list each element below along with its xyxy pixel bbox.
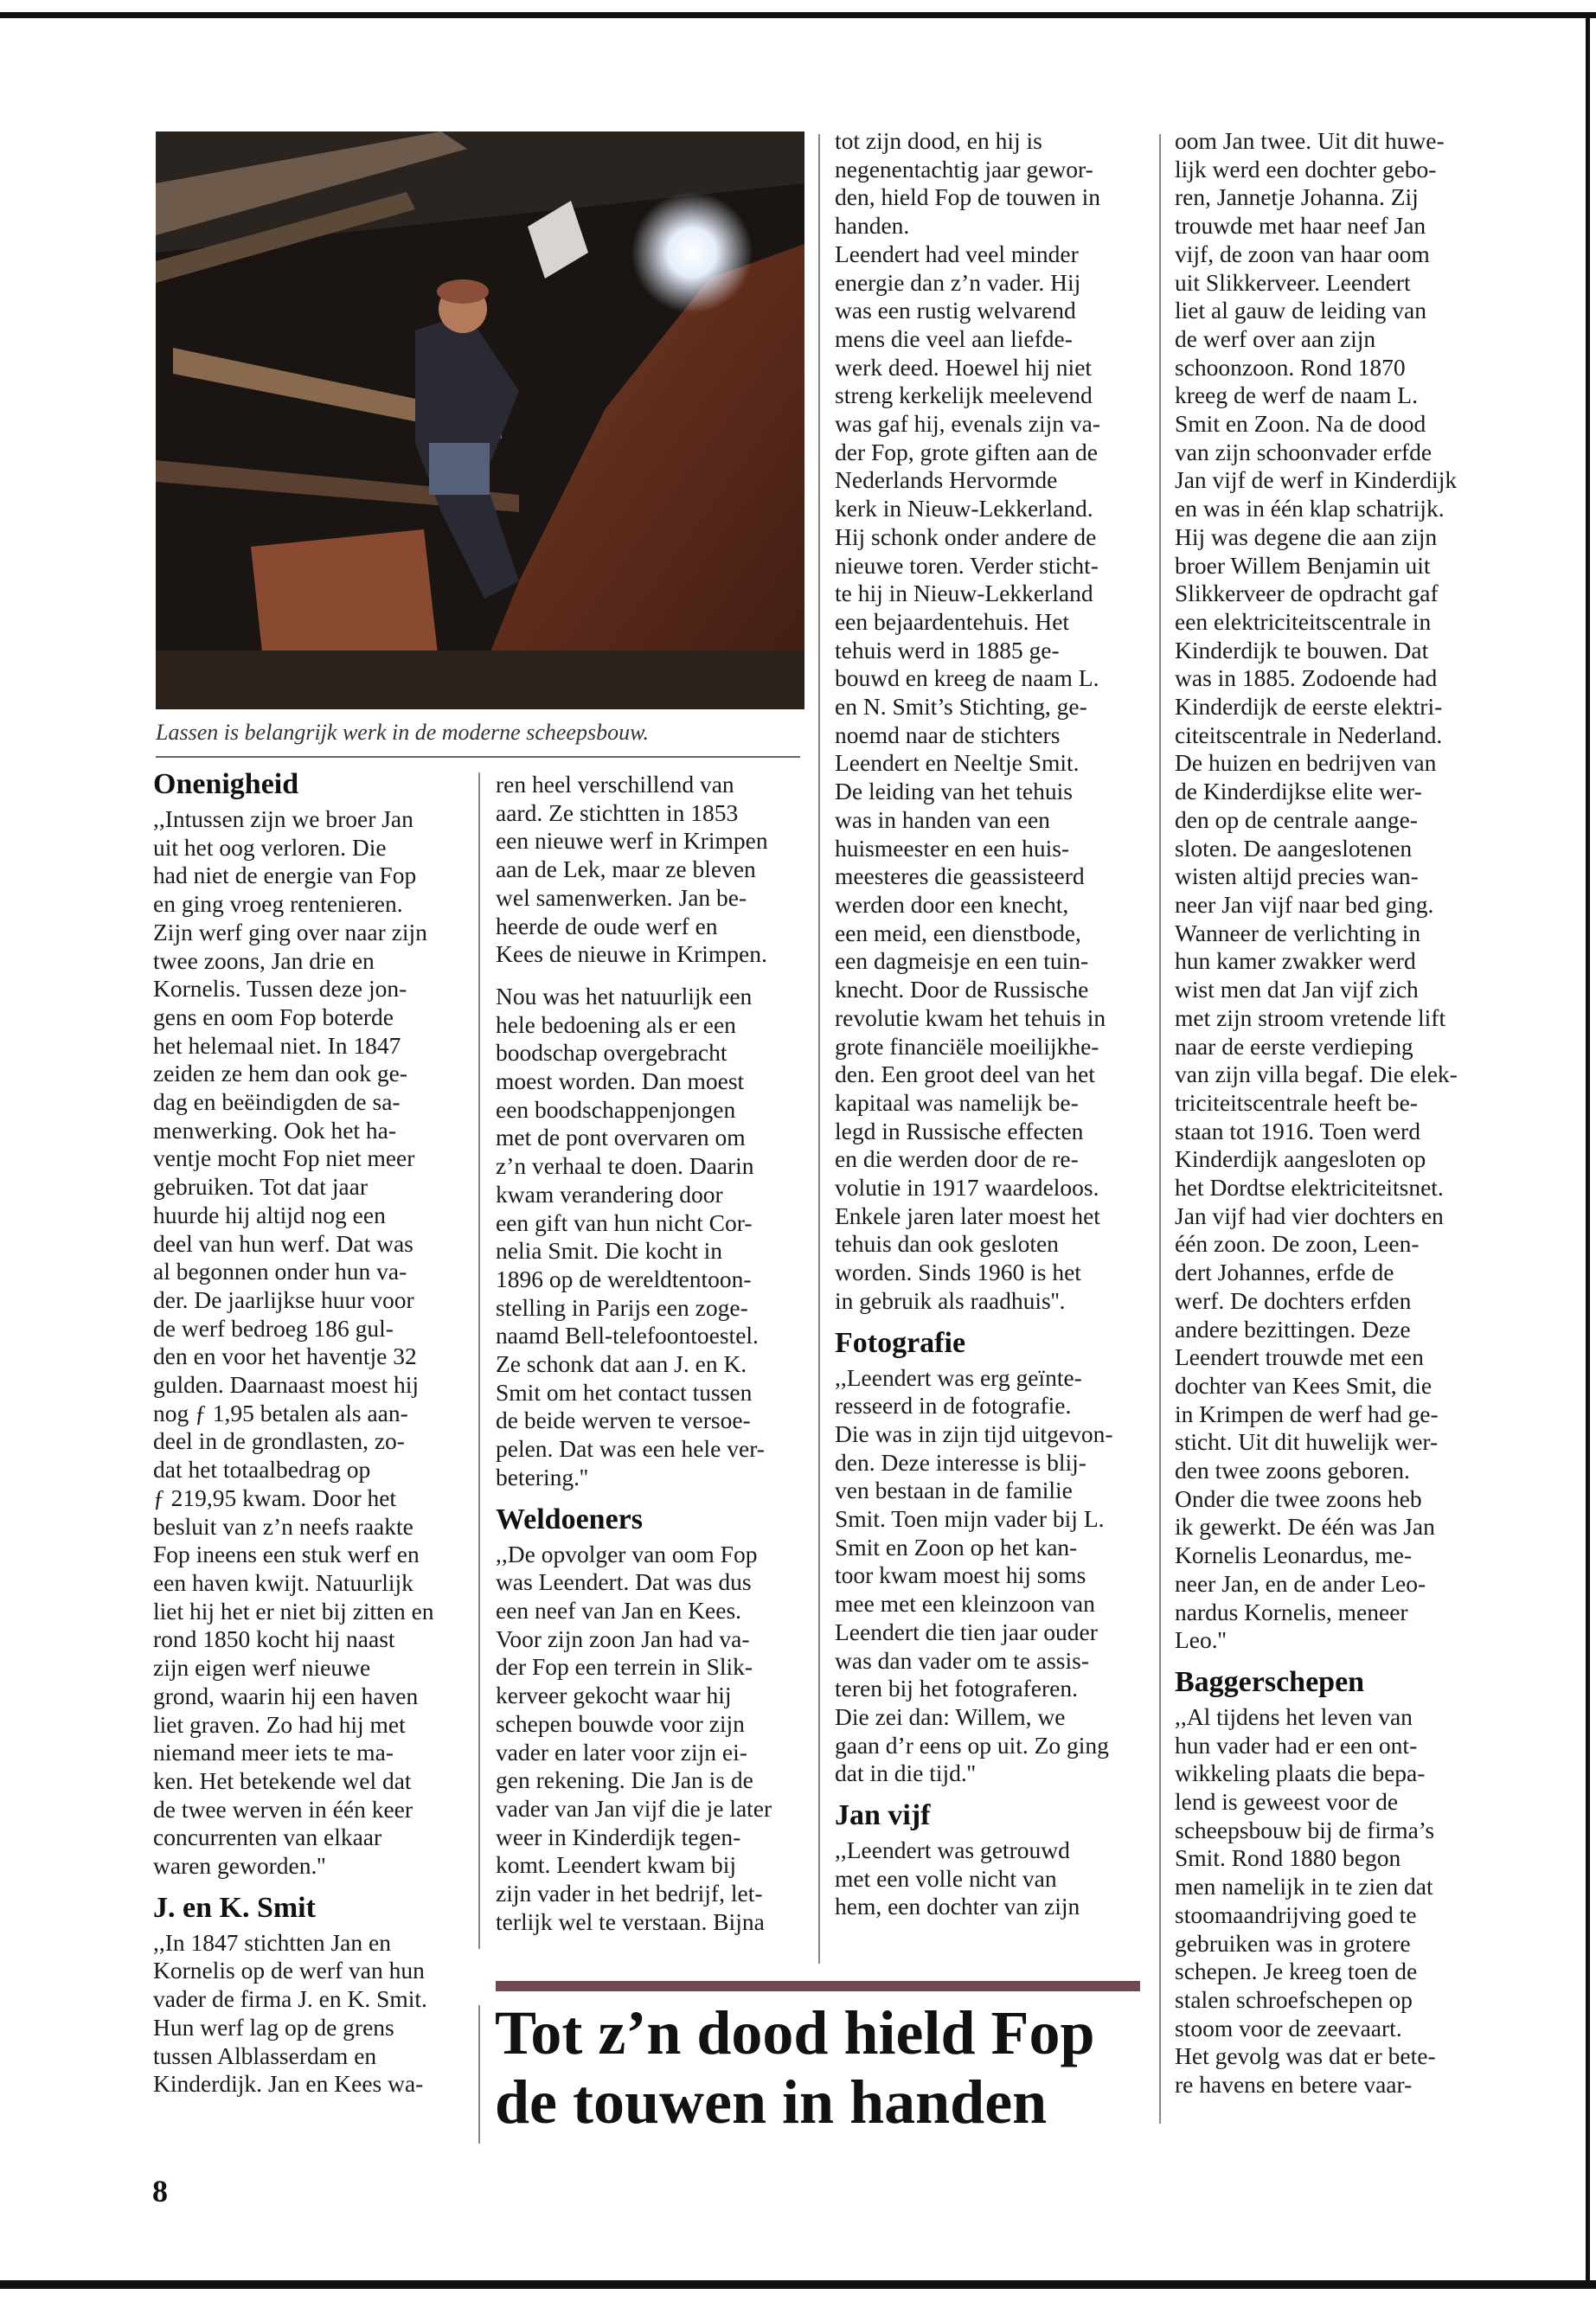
column-divider <box>818 134 820 1964</box>
text-line: nardus Kornelis, meneer <box>1175 1598 1408 1625</box>
text-line: Slikkerveer de opdracht gaf <box>1175 580 1439 607</box>
text-line: menwerking. Ook het ha- <box>153 1116 397 1144</box>
text-line: Nou was het natuurlijk een <box>496 982 753 1009</box>
text-line: en N. Smit’s Stichting, ge- <box>835 693 1087 721</box>
text-line: De leiding van het tehuis <box>835 778 1073 805</box>
caption-divider <box>156 756 800 758</box>
text-line: dochter van Kees Smit, die <box>1175 1371 1433 1399</box>
text-line: Jan vijf had vier dochters en <box>1175 1202 1444 1229</box>
text-line: wisten altijd precies wan- <box>1175 862 1419 890</box>
text-line: nog ƒ 1,95 betalen als aan- <box>153 1399 408 1426</box>
text-line: de Kinderdijkse elite wer- <box>1175 778 1422 805</box>
text-line: al begonnen onder hun va- <box>153 1258 407 1285</box>
text-line: in Krimpen de werf had ge- <box>1175 1400 1439 1427</box>
text-line: sloten. De aangeslotenen <box>1175 834 1413 862</box>
text-line: terlijk wel te verstaan. Bijna <box>496 1907 765 1935</box>
text-line: mens die veel aan liefde- <box>835 324 1073 352</box>
article-column-4 <box>1175 127 1490 2099</box>
text-line: ,,Leendert was erg geïnte- <box>835 1363 1082 1391</box>
text-line: den. Deze interesse is blij- <box>835 1448 1086 1476</box>
text-line: Hun werf lag op de grens <box>153 2013 394 2041</box>
text-line: tehuis dan ook gesloten <box>835 1230 1059 1258</box>
text-line: stelling in Parijs een zoge- <box>496 1293 748 1321</box>
text-line: mee met een kleinzoon van <box>835 1590 1095 1618</box>
text-line: het helemaal niet. In 1847 <box>153 1031 401 1059</box>
text-line: Kinderdijk aangesloten op <box>1175 1145 1426 1173</box>
text-line: met zijn stroom vretende lift <box>1175 1003 1446 1031</box>
text-line: was in handen van een <box>835 805 1050 833</box>
text-line: een boodschappenjongen <box>496 1095 736 1123</box>
text-line: dag en beëindigden de sa- <box>153 1088 401 1116</box>
text-line: kwam verandering door <box>496 1180 723 1208</box>
text-line: werden door een knecht, <box>835 890 1069 918</box>
text-line: trouwde met haar neef Jan <box>1175 212 1426 240</box>
text-line: De huizen en bedrijven van <box>1175 749 1437 777</box>
text-line: Jan vijf de werf in Kinderdijk <box>1175 466 1458 494</box>
text-line: was Leendert. Dat was dus <box>496 1568 752 1596</box>
text-line: één zoon. De zoon, Leen- <box>1175 1230 1420 1258</box>
text-line: niemand meer iets te ma- <box>153 1739 394 1766</box>
page-number: 8 <box>152 2174 168 2208</box>
text-line: een dagmeisje en een tuin- <box>835 947 1089 975</box>
photo-caption: Lassen is belangrijk werk in de moderne scheepsbouw. <box>156 720 649 745</box>
article-column-2 <box>496 771 811 1936</box>
text-line: Kinderdijk de eerste elektri- <box>1175 693 1443 721</box>
text-line: vijf, de zoon van haar oom <box>1175 240 1430 267</box>
text-line: knecht. Door de Russische <box>835 976 1089 1003</box>
text-line: was in 1885. Zodoende had <box>1175 664 1438 692</box>
text-line: Leendert en Neeltje Smit. <box>835 749 1080 777</box>
text-line: gulden. Daarnaast moest hij <box>153 1371 419 1399</box>
text-line: komt. Leendert kwam bij <box>496 1851 736 1879</box>
text-line: ren heel verschillend van <box>496 771 734 798</box>
text-line: Kornelis. Tussen deze jon- <box>153 975 407 1003</box>
welder-photo <box>156 131 804 709</box>
text-line: volutie in 1917 waardeloos. <box>835 1174 1099 1202</box>
text-line: vader de firma J. en K. Smit. <box>153 1985 427 2013</box>
text-line: van zijn schoonvader erfde <box>1175 438 1433 465</box>
text-line: een meid, een dienstbode, <box>835 919 1081 946</box>
text-line: liet al gauw de leiding van <box>1175 297 1426 324</box>
text-line: nieuwe toren. Verder sticht- <box>835 551 1099 579</box>
text-line: met de pont overvaren om <box>496 1124 746 1151</box>
text-line: ren, Jannetje Johanna. Zij <box>1175 183 1419 211</box>
text-line: aard. Ze stichtten in 1853 <box>496 798 739 826</box>
text-line: in gebruik als raadhuis''. <box>835 1286 1066 1314</box>
text-line: een bejaardentehuis. Het <box>835 607 1070 635</box>
text-line: gebruiken. Tot dat jaar <box>153 1173 369 1201</box>
text-line: tussen Alblasserdam en <box>153 2041 377 2069</box>
text-line: was een rustig welvarend <box>835 297 1076 324</box>
text-line: dat in die tijd.'' <box>835 1759 976 1787</box>
text-line: had niet de energie van Fop <box>153 862 417 889</box>
headline-bar <box>496 1981 1140 1991</box>
text-line: Smit om het contact tussen <box>496 1378 753 1406</box>
headline-line-1: Tot z’n dood hield Fop <box>495 1998 1095 2067</box>
text-line: ,,Leendert was getrouwd <box>835 1836 1070 1864</box>
text-line: handen. <box>835 212 910 240</box>
text-line: gaan d’r eens op uit. Zo ging <box>835 1731 1109 1759</box>
text-line: toor kwam moest hij soms <box>835 1561 1086 1589</box>
text-line: stoomaandrijving goed te <box>1175 1900 1417 1928</box>
text-line: schepen. Je kreeg toen de <box>1175 1958 1418 1985</box>
text-line: de werf bedroeg 186 gul- <box>153 1314 394 1342</box>
text-line: Het gevolg was dat er bete- <box>1175 2042 1436 2070</box>
text-line: den twee zoons geboren. <box>1175 1457 1410 1484</box>
text-line: lijk werd een dochter gebo- <box>1175 155 1437 183</box>
text-line: ƒ 219,95 kwam. Door het <box>153 1484 397 1511</box>
text-line: twee zoons, Jan drie en <box>153 946 375 974</box>
text-line: schoonzoon. Rond 1870 <box>1175 353 1406 381</box>
text-line: was dan vader om te assis- <box>835 1646 1090 1674</box>
text-line: revolutie kwam het tehuis in <box>835 1003 1106 1031</box>
text-line: een neef van Jan en Kees. <box>496 1596 742 1624</box>
text-line: lend is geweest voor de <box>1175 1788 1399 1816</box>
text-line: kerveer gekocht waar hij <box>496 1682 732 1709</box>
text-line: met een volle nicht van <box>835 1864 1057 1892</box>
text-line: den, hield Fop de touwen in <box>835 183 1101 211</box>
text-line: legd in Russische effecten <box>835 1117 1084 1144</box>
text-line: negenentachtig jaar gewor- <box>835 155 1093 183</box>
text-line: liet graven. Zo had hij met <box>153 1710 406 1738</box>
text-line: grond, waarin hij een haven <box>153 1682 419 1709</box>
text-line: zeiden ze hem dan ook ge- <box>153 1060 407 1087</box>
text-line: gen rekening. Die Jan is de <box>496 1766 753 1794</box>
text-line: de twee werven in één keer <box>153 1795 413 1823</box>
text-line: was gaf hij, evenals zijn va- <box>835 410 1100 438</box>
text-line: en die werden door de re- <box>835 1145 1079 1173</box>
section-heading: Fotografie <box>835 1326 966 1359</box>
text-line: streng kerkelijk meelevend <box>835 381 1093 409</box>
text-line: Nederlands Hervormde <box>835 466 1058 494</box>
text-line: ven bestaan in de familie <box>835 1477 1073 1504</box>
text-line: een gift van hun nicht Cor- <box>496 1208 753 1236</box>
text-line: stoom voor de zeevaart. <box>1175 2014 1402 2041</box>
text-line: Die zei dan: Willem, we <box>835 1702 1066 1730</box>
section-heading: Weldoeners <box>496 1503 643 1535</box>
text-line: dert Johannes, erfde de <box>1175 1259 1394 1286</box>
text-line: boodschap overgebracht <box>496 1039 727 1067</box>
text-line: den op de centrale aange- <box>1175 805 1418 833</box>
paragraph-gap <box>496 969 811 983</box>
text-line: Enkele jaren later moest het <box>835 1202 1100 1229</box>
text-line: gebruiken was in grotere <box>1175 1929 1411 1957</box>
column-divider <box>1159 134 1161 2124</box>
text-line: oom Jan twee. Uit dit huwe- <box>1175 127 1445 154</box>
text-line: de beide werven te versoe- <box>496 1407 751 1434</box>
text-line: der Fop een terrein in Slik- <box>496 1653 753 1681</box>
text-line: werk deed. Hoewel hij niet <box>835 353 1093 381</box>
text-line: wel samenwerken. Jan be- <box>496 883 747 911</box>
text-line: men namelijk in te zien dat <box>1175 1873 1433 1900</box>
text-line: uit het oog verloren. Die <box>153 833 387 861</box>
text-line: Wanneer de verlichting in <box>1175 919 1421 946</box>
text-line: Hij schonk onder andere de <box>835 522 1097 550</box>
text-line: het Dordtse elektriciteitsnet. <box>1175 1174 1444 1202</box>
text-line: den en voor het haventje 32 <box>153 1343 417 1370</box>
text-line: ventje mocht Fop niet meer <box>153 1144 415 1172</box>
text-line: andere bezittingen. Deze <box>1175 1315 1411 1343</box>
text-line: Smit. Toen mijn vader bij L. <box>835 1505 1105 1533</box>
text-line: triciteitscentrale heeft be- <box>1175 1088 1418 1116</box>
text-line: Voor zijn zoon Jan had va- <box>496 1625 750 1652</box>
text-line: kerk in Nieuw-Lekkerland. <box>835 495 1093 522</box>
text-line: ,,Al tijdens het leven van <box>1175 1702 1413 1730</box>
text-line: tehuis werd in 1885 ge- <box>835 636 1060 663</box>
text-line: Fop ineens een stuk werf en <box>153 1541 420 1568</box>
pull-headline <box>495 1998 1152 2137</box>
text-line: sticht. Uit dit huwelijk wer- <box>1175 1428 1439 1456</box>
article-column-3 <box>835 127 1151 1921</box>
text-line: weer in Kinderdijk tegen- <box>496 1823 741 1850</box>
text-line: huurde hij altijd nog een <box>153 1201 386 1228</box>
text-line: teren bij het fotograferen. <box>835 1675 1078 1702</box>
text-line: deel in de grondlasten, zo- <box>153 1427 405 1455</box>
section-heading: Baggerschepen <box>1175 1665 1365 1698</box>
article-column-1 <box>153 766 469 2099</box>
text-line: zijn vader in het bedrijf, let- <box>496 1880 763 1907</box>
page-bottom-border <box>0 2280 1596 2289</box>
text-line: staan tot 1916. Toen werd <box>1175 1117 1420 1144</box>
text-line: neer Jan, en de ander Leo- <box>1175 1569 1426 1597</box>
text-line: 1896 op de wereldtentoon- <box>496 1265 752 1292</box>
text-line: vader van Jan vijf die je later <box>496 1794 772 1822</box>
text-line: wist men dat Jan vijf zich <box>1175 976 1419 1003</box>
text-line: broer Willem Benjamin uit <box>1175 551 1431 579</box>
text-line: te hij in Nieuw-Lekkerland <box>835 580 1093 607</box>
text-line: der. De jaarlijkse huur voor <box>153 1285 414 1313</box>
column-divider <box>478 2005 480 2144</box>
text-line: huismeester en een huis- <box>835 834 1070 862</box>
text-line: z’n verhaal te doen. Daarin <box>496 1152 754 1180</box>
text-line: hun kamer zwakker werd <box>1175 947 1416 975</box>
text-line: een nieuwe werf in Krimpen <box>496 827 768 855</box>
text-line: citeitscentrale in Nederland. <box>1175 721 1443 748</box>
section-heading: J. en K. Smit <box>153 1891 316 1924</box>
text-line: Smit en Zoon op het kan- <box>835 1533 1078 1561</box>
text-line: naamd Bell-telefoontoestel. <box>496 1322 759 1349</box>
text-line: ik gewerkt. De één was Jan <box>1175 1513 1435 1541</box>
text-line: Smit en Zoon. Na de dood <box>1175 410 1426 438</box>
text-line: kapitaal was namelijk be- <box>835 1088 1079 1116</box>
text-line: en was in één klap schatrijk. <box>1175 495 1445 522</box>
text-line: deel van hun werf. Dat was <box>153 1229 413 1257</box>
text-line: pelen. Dat was een hele ver- <box>496 1435 765 1463</box>
text-line: noemd naar de stichters <box>835 721 1061 748</box>
text-line: vader en later voor zijn ei- <box>496 1738 747 1766</box>
text-line: en ging vroeg rentenieren. <box>153 890 403 918</box>
text-line: Kees de nieuwe in Krimpen. <box>496 940 767 968</box>
text-line: Hij was degene die aan zijn <box>1175 522 1438 550</box>
text-line: een haven kwijt. Natuurlijk <box>153 1568 413 1596</box>
text-line: de werf over aan zijn <box>1175 324 1376 352</box>
text-line: waren geworden.'' <box>153 1852 326 1880</box>
text-line: grote financiële moeilijkhe- <box>835 1032 1099 1060</box>
text-line: Leo.'' <box>1175 1626 1227 1654</box>
text-line: re havens en betere vaar- <box>1175 2071 1413 2099</box>
text-line: der Fop, grote giften aan de <box>835 438 1098 465</box>
section-heading: Onenigheid <box>153 768 299 800</box>
text-line: Ze schonk dat aan J. en K. <box>496 1350 747 1378</box>
page-top-border <box>0 12 1596 18</box>
text-line: Onder die twee zoons heb <box>1175 1484 1422 1512</box>
text-line: dat het totaalbedrag op <box>153 1456 371 1484</box>
headline-line-2: de touwen in handen <box>495 2067 1048 2137</box>
text-line: ,,Intussen zijn we broer Jan <box>153 805 413 832</box>
text-line: ,,De opvolger van oom Fop <box>496 1540 758 1567</box>
text-line: moest worden. Dan moest <box>496 1067 745 1095</box>
text-line: werf. De dochters erfden <box>1175 1286 1412 1314</box>
text-line: wikkeling plaats die bepa- <box>1175 1759 1426 1787</box>
text-line: ,,In 1847 stichtten Jan en <box>153 1928 391 1956</box>
text-line: Kinderdijk. Jan en Kees wa- <box>153 2070 424 2098</box>
text-line: concurrenten van elkaar <box>153 1823 382 1851</box>
text-line: hem, een dochter van zijn <box>835 1893 1080 1920</box>
text-line: Die was in zijn tijd uitgevon- <box>835 1420 1113 1447</box>
text-line: bouwd en kreeg de naam L. <box>835 664 1099 692</box>
text-line: worden. Sinds 1960 is het <box>835 1259 1081 1286</box>
text-line: Leendert die tien jaar ouder <box>835 1618 1098 1645</box>
text-line: betering.'' <box>496 1463 588 1490</box>
text-line: besluit van z’n neefs raakte <box>153 1512 413 1540</box>
text-line: schepen bouwde voor zijn <box>496 1709 745 1737</box>
text-line: hele bedoening als er een <box>496 1010 736 1038</box>
text-line: een elektriciteitscentrale in <box>1175 607 1432 635</box>
text-line: meesteres die geassisteerd <box>835 862 1085 890</box>
text-line: Leendert had veel minder <box>835 240 1079 267</box>
text-line: stalen schroefschepen op <box>1175 1986 1413 2013</box>
column-divider <box>478 772 480 1949</box>
text-line: uit Slikkerveer. Leendert <box>1175 268 1411 296</box>
text-line: nelia Smit. Die kocht in <box>496 1237 722 1265</box>
text-line: tot zijn dood, en hij is <box>835 127 1042 154</box>
text-line: ken. Het betekende wel dat <box>153 1766 412 1794</box>
page-right-border <box>1586 12 1590 2283</box>
text-line: van zijn villa begaf. Die elek- <box>1175 1061 1458 1088</box>
text-line: Kinderdijk te bouwen. Dat <box>1175 636 1429 663</box>
text-line: gens en oom Fop boterde <box>153 1003 394 1030</box>
text-line: kreeg de werf de naam L. <box>1175 381 1418 409</box>
text-line: Leendert trouwde met een <box>1175 1343 1424 1371</box>
text-line: scheepsbouw bij de firma’s <box>1175 1816 1435 1843</box>
text-line: Smit. Rond 1880 begon <box>1175 1844 1401 1872</box>
section-heading: Jan vijf <box>835 1799 931 1832</box>
text-line: resseerd in de fotografie. <box>835 1392 1072 1420</box>
text-line: naar de eerste verdieping <box>1175 1032 1413 1060</box>
text-line: heerde de oude werf en <box>496 912 718 939</box>
text-line: aan de Lek, maar ze bleven <box>496 856 756 883</box>
text-line: liet hij het er niet bij zitten en <box>153 1597 434 1625</box>
text-line: rond 1850 kocht hij naast <box>153 1625 395 1653</box>
text-line: den. Een groot deel van het <box>835 1061 1095 1088</box>
text-line: Kornelis op de werf van hun <box>153 1957 425 1984</box>
text-line: Zijn werf ging over naar zijn <box>153 918 427 945</box>
text-line: energie dan z’n vader. Hij <box>835 268 1081 296</box>
text-line: Kornelis Leonardus, me- <box>1175 1541 1413 1569</box>
text-line: neer Jan vijf naar bed ging. <box>1175 890 1434 918</box>
text-line: hun vader had er een ont- <box>1175 1731 1418 1759</box>
text-line: zijn eigen werf nieuwe <box>153 1654 371 1682</box>
